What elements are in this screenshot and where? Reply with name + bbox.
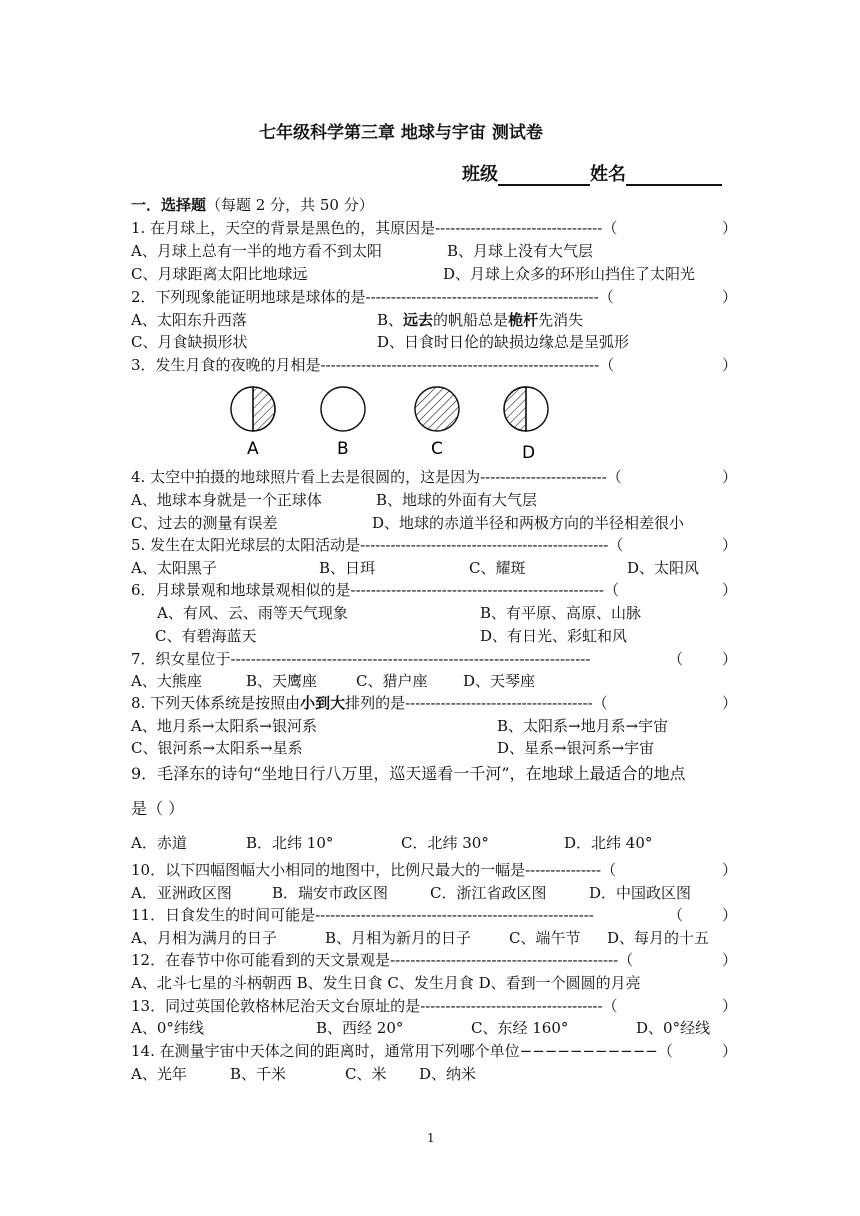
q7-answer-paren[interactable]: ）: [722, 650, 738, 668]
q8-option-b[interactable]: B、太阳系→地月系→宇宙: [497, 717, 669, 735]
q6-answer-paren[interactable]: ）: [722, 581, 738, 599]
q2-option-a[interactable]: A、太阳东升西落: [131, 311, 247, 329]
moon-label-b: B: [337, 439, 349, 459]
q1-answer-paren[interactable]: ）: [722, 219, 738, 237]
q1-stem: 1. 在月球上，天空的背景是黑色的，其原因是---------------------------------（: [131, 219, 618, 237]
q2-stem: 2．下列现象能证明地球是球体的是----------------------------------------------（: [131, 288, 614, 306]
q4-option-c[interactable]: C、过去的测量有误差: [131, 514, 278, 532]
page-number: 1: [427, 1131, 435, 1145]
q12-answer-paren[interactable]: ）: [722, 951, 738, 969]
q10-option-a[interactable]: A．亚洲政区图: [131, 884, 232, 902]
class-label: 班级: [462, 164, 498, 185]
q4-option-a[interactable]: A、地球本身就是一个正球体: [131, 491, 322, 509]
q2-answer-paren[interactable]: ）: [722, 288, 738, 306]
q10-option-d[interactable]: D．中国政区图: [589, 884, 692, 902]
name-blank[interactable]: [626, 164, 722, 186]
q6-stem: 6．月球景观和地球景观相似的是--------------------------------------------------（: [131, 581, 619, 599]
q1-option-a[interactable]: A、月球上总有一半的地方看不到太阳: [131, 242, 382, 260]
q2-option-c[interactable]: C、月食缺损形状: [131, 333, 248, 351]
q6-option-a[interactable]: A、有风、云、雨等天气现象: [157, 604, 348, 622]
q5-option-c[interactable]: C、耀斑: [469, 559, 526, 577]
q6-option-c[interactable]: C、有碧海蓝天: [155, 627, 257, 645]
q9-option-a[interactable]: A．赤道: [131, 834, 187, 852]
q10-stem: 10．以下四幅图幅大小相同的地图中，比例尺最大的一幅是---------------（: [131, 861, 617, 879]
q5-option-a[interactable]: A、太阳黑子: [131, 559, 217, 577]
q8-answer-paren[interactable]: ）: [722, 694, 738, 712]
q11-option-a[interactable]: A、月相为满月的日子: [131, 929, 277, 947]
q7-option-a[interactable]: A、大熊座: [131, 672, 202, 690]
section-number: 一．: [131, 196, 162, 214]
q9-stem-line1: 9．毛泽东的诗句“坐地日行八万里，巡天遥看一千河”，在地球上最适合的地点: [131, 764, 686, 783]
q11-option-c[interactable]: C、端午节: [509, 929, 581, 947]
q14-option-d[interactable]: D、纳米: [419, 1065, 477, 1083]
q13-option-d[interactable]: D、0°经线: [636, 1019, 711, 1037]
section-name: 选择题: [161, 196, 207, 214]
section-heading: [131, 194, 374, 216]
name-label: 姓名: [590, 164, 626, 185]
q4-stem: 4. 太空中拍摄的地球照片看上去是很圆的，这是因为-------------------------（: [131, 468, 622, 486]
q2-option-b[interactable]: B、远去的帆船总是桅杆先消失: [377, 311, 584, 329]
q6-option-b[interactable]: B、有平原、高原、山脉: [480, 604, 642, 622]
q4-answer-paren[interactable]: ）: [722, 468, 738, 486]
q10-option-b[interactable]: B．瑞安市政区图: [272, 884, 389, 902]
moon-phase-c-icon[interactable]: [415, 387, 459, 431]
q13-answer-paren[interactable]: ）: [722, 997, 738, 1015]
q11-answer-paren-open[interactable]: （: [668, 906, 684, 924]
moon-phase-b-icon[interactable]: [321, 387, 365, 431]
class-blank[interactable]: [498, 164, 590, 186]
q8-option-a[interactable]: A、地月系→太阳系→银河系: [131, 717, 317, 735]
q7-option-b[interactable]: B、天鹰座: [246, 672, 318, 690]
q7-option-d[interactable]: D、天琴座: [463, 672, 536, 690]
q11-option-d[interactable]: D、每月的十五: [607, 929, 710, 947]
q9-option-d[interactable]: D．北纬 40°: [564, 834, 653, 852]
q9-option-b[interactable]: B．北纬 10°: [246, 834, 334, 852]
q1-option-d[interactable]: D、月球上众多的环形山挡住了太阳光: [443, 265, 696, 283]
q2-option-d[interactable]: D、日食时日伦的缺损边缘总是呈弧形: [377, 333, 630, 351]
q11-option-b[interactable]: B、月相为新月的日子: [325, 929, 472, 947]
section-note: （每题 2 分，共 50 分）: [206, 196, 374, 214]
moon-phase-figures: [222, 380, 562, 462]
q8-stem: 8. 下列天体系统是按照由小到大排列的是-------------------------------------（: [131, 694, 608, 712]
class-name-line: [462, 160, 722, 186]
q9-option-c[interactable]: C．北纬 30°: [401, 834, 489, 852]
q14-option-b[interactable]: B、千米: [230, 1065, 287, 1083]
moon-label-d: D: [522, 443, 536, 462]
q4-option-b[interactable]: B、地球的外面有大气层: [376, 491, 538, 509]
q3-stem: 3．发生月食的夜晚的月相是-------------------------------------------------------（: [131, 356, 615, 374]
q8-option-d[interactable]: D、星系→银河系→宇宙: [497, 739, 655, 757]
q8-option-c[interactable]: C、银河系→太阳系→星系: [131, 739, 303, 757]
q5-answer-paren[interactable]: ）: [722, 536, 738, 554]
moon-label-a: A: [247, 439, 259, 459]
q7-answer-paren-open[interactable]: （: [668, 650, 684, 668]
q1-option-b[interactable]: B、月球上没有大气层: [447, 242, 594, 260]
q14-answer-paren[interactable]: ）: [722, 1042, 738, 1060]
q10-option-c[interactable]: C．浙江省政区图: [430, 884, 547, 902]
moon-phase-d-icon[interactable]: [504, 387, 548, 431]
q4-option-d[interactable]: D、地球的赤道半径和两极方向的半径相差很小: [372, 514, 685, 532]
q5-stem: 5. 发生在太阳光球层的太阳活动是-------------------------------------------------（: [131, 536, 624, 554]
moon-label-c: C: [431, 439, 443, 459]
q13-stem: 13．同过英国伦敦格林尼治天文台原址的是------------------------------------（: [131, 997, 618, 1015]
q7-option-c[interactable]: C、猎户座: [356, 672, 428, 690]
q6-option-d[interactable]: D、有日光、彩虹和风: [480, 627, 628, 645]
q9-stem-line2[interactable]: 是（ ）: [131, 799, 185, 818]
q14-option-a[interactable]: A、光年: [131, 1065, 187, 1083]
q5-option-d[interactable]: D、太阳风: [627, 559, 700, 577]
q11-answer-paren[interactable]: ）: [722, 906, 738, 924]
page-title: 七年级科学第三章 地球与宇宙 测试卷: [259, 123, 543, 143]
q12-options[interactable]: A、北斗七星的斗柄朝西 B、发生日食 C、发生月食 D、看到一个圆圆的月亮: [131, 974, 641, 992]
q7-stem: 7．织女星位于-----------------------------------------------------------------------: [131, 650, 591, 668]
q1-option-c[interactable]: C、月球距离太阳比地球远: [131, 265, 308, 283]
q5-option-b[interactable]: B、日珥: [319, 559, 376, 577]
q3-answer-paren[interactable]: ）: [722, 356, 738, 374]
q13-option-b[interactable]: B、西经 20°: [316, 1019, 404, 1037]
q10-answer-paren[interactable]: ）: [722, 861, 738, 879]
q14-option-c[interactable]: C、米: [345, 1065, 387, 1083]
q13-option-a[interactable]: A、0°纬线: [131, 1019, 204, 1037]
q11-stem: 11．日食发生的时间可能是-------------------------------------------------------: [131, 906, 594, 924]
q12-stem: 12．在春节中你可能看到的天文景观是---------------------------------------------（: [131, 951, 634, 969]
q13-option-c[interactable]: C、东经 160°: [471, 1019, 569, 1037]
moon-phase-a-icon[interactable]: [231, 387, 275, 431]
q14-stem: 14. 在测量宇宙中天体之间的距离时，通常用下列哪个单位−−−−−−−−−−−（: [131, 1042, 673, 1060]
